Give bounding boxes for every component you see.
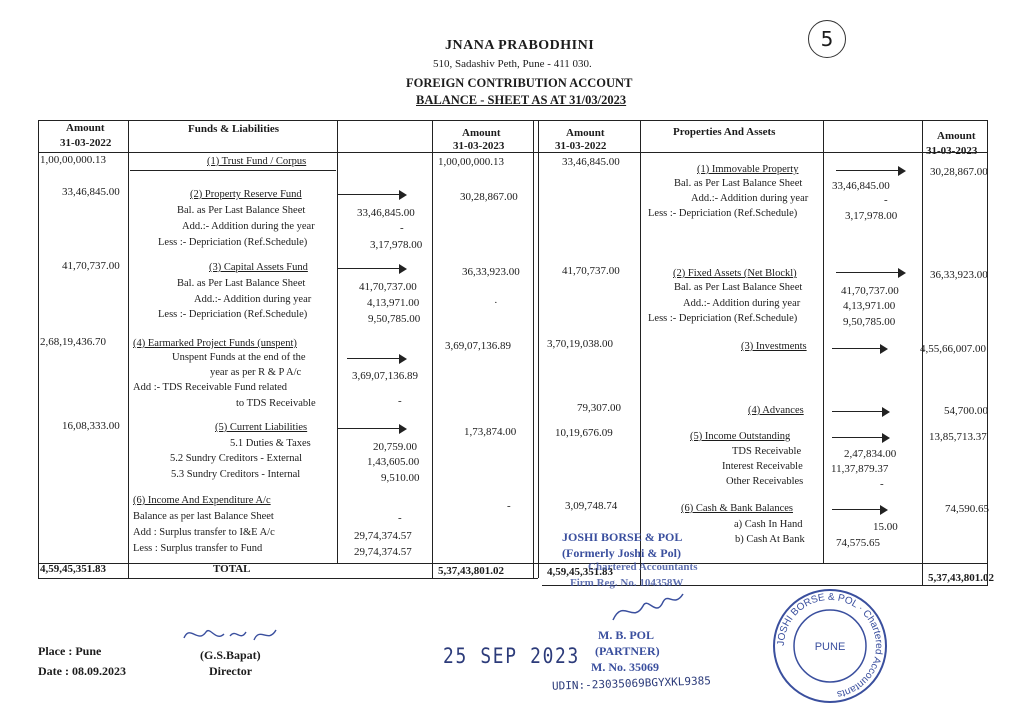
epf-label: (4) Earmarked Project Funds (unspent) — [133, 338, 297, 349]
seal-ring-text: JOSHI BORSE & POL · Chartered Accountants — [775, 591, 885, 700]
io-curr: 13,85,713.37 — [929, 431, 987, 443]
cash-line2: b) Cash At Bank — [735, 534, 805, 545]
total-prev: 4,59,45,351.83 — [40, 563, 106, 575]
caf-value1: 41,70,737.00 — [359, 281, 417, 293]
inv-curr: 4,55,66,007.00 — [920, 343, 986, 355]
imm-label: (1) Immovable Property — [697, 164, 799, 175]
epf-value2: 3,69,07,136.89 — [352, 370, 418, 382]
date: Date : 08.09.2023 — [38, 664, 126, 678]
inv-label: (3) Investments — [741, 341, 807, 352]
arrow-icon — [832, 407, 890, 417]
imm-value1: 33,46,845.00 — [832, 180, 890, 192]
assets-total-prev: 4,59,45,351.83 — [547, 566, 613, 578]
caf-curr: 36,33,923.00 — [462, 266, 520, 278]
io-value3: - — [880, 478, 884, 490]
imm-line3: Less :- Depriciation (Ref.Schedule) — [648, 208, 798, 219]
trust-curr: 1,00,00,000.13 — [438, 156, 504, 168]
ie-value1: - — [398, 512, 402, 524]
cl-line1: 5.1 Duties & Taxes — [230, 438, 311, 449]
cl-line3: 5.3 Sundry Creditors - Internal — [171, 469, 301, 480]
cl-curr: 1,73,874.00 — [464, 426, 517, 438]
auditor-firm: JOSHI BORSE & POL — [562, 530, 683, 544]
imm-value3: 3,17,978.00 — [845, 210, 898, 222]
prf-prev: 33,46,845.00 — [62, 186, 120, 198]
ie-value2: 29,74,374.57 — [354, 530, 412, 542]
cl-value3: 9,510.00 — [381, 472, 420, 484]
cash-label: (6) Cash & Bank Balances — [681, 503, 793, 514]
fa-value1: 41,70,737.00 — [841, 285, 899, 297]
cash-prev: 3,09,748.74 — [565, 500, 618, 512]
adv-prev: 79,307.00 — [577, 402, 621, 414]
epf-prev: 2,68,19,436.70 — [40, 336, 106, 348]
cash-line1: a) Cash In Hand — [734, 519, 803, 530]
io-label: (5) Income Outstanding — [690, 431, 791, 442]
auditor-ca: Chartered Accountants — [588, 561, 698, 573]
director-title: Director — [209, 664, 253, 678]
date-stamp: 25 SEP 2023 — [443, 644, 580, 668]
ie-label: (6) Income And Expenditure A/c — [133, 495, 271, 506]
cl-label: (5) Current Liabilities — [215, 422, 308, 433]
prf-line1: Bal. as Per Last Balance Sheet — [177, 205, 306, 216]
auditor-reg: Firm Reg. No. 104358W — [570, 577, 684, 589]
page-number: 5 — [808, 20, 846, 58]
prf-value1: 33,46,845.00 — [357, 207, 415, 219]
caf-line1: Bal. as Per Last Balance Sheet — [177, 278, 306, 289]
epf-line4: to TDS Receivable — [236, 398, 316, 409]
prf-line3: Less :- Depriciation (Ref.Schedule) — [158, 237, 308, 248]
imm-curr: 30,28,867.00 — [930, 166, 988, 178]
io-value2: 11,37,879.37 — [831, 463, 889, 475]
col-date-prev: 31-03-2022 — [60, 137, 112, 149]
sheet-title: BALANCE - SHEET AS AT 31/03/2023 — [416, 93, 627, 107]
cl-value1: 20,759.00 — [373, 441, 417, 453]
caf-value2: 4,13,971.00 — [367, 297, 420, 309]
cash-curr: 74,590.65 — [945, 503, 989, 515]
prf-line2: Add.:- Addition during the year — [182, 221, 315, 232]
ie-curr: - — [507, 500, 511, 512]
arrow-icon — [832, 344, 888, 354]
cl-prev: 16,08,333.00 — [62, 420, 120, 432]
io-line3: Other Receivables — [726, 476, 804, 487]
cash-value2: 74,575.65 — [836, 537, 880, 549]
epf-value4: - — [398, 395, 402, 407]
trust-label: (1) Trust Fund / Corpus — [207, 156, 307, 167]
col-date-curr: 31-03-2023 — [453, 140, 505, 152]
caf-value3: 9,50,785.00 — [368, 313, 421, 325]
cash-value1: 15.00 — [873, 521, 898, 533]
adv-curr: 54,700.00 — [944, 405, 988, 417]
io-line1: TDS Receivable — [732, 446, 802, 457]
director-name: (G.S.Bapat) — [200, 648, 261, 662]
col-amount-prev-assets: Amount — [566, 127, 605, 139]
arrow-icon — [337, 424, 407, 434]
epf-line3: Add :- TDS Receivable Fund related — [133, 382, 288, 393]
imm-prev: 33,46,845.00 — [562, 156, 620, 168]
arrow-icon — [337, 264, 407, 274]
auditor-signature — [608, 588, 688, 628]
prf-value2: - — [400, 222, 404, 234]
fa-curr: 36,33,923.00 — [930, 269, 988, 281]
ie-line3: Less : Surplus transfer to Fund — [133, 543, 263, 554]
auditor-formerly: (Formerly Joshi & Pol) — [562, 546, 681, 560]
auditor-role: (PARTNER) — [595, 644, 660, 658]
prf-value3: 3,17,978.00 — [370, 239, 423, 251]
inv-prev: 3,70,19,038.00 — [547, 338, 613, 350]
col-properties-assets: Properties And Assets — [673, 126, 776, 138]
auditor-udin: UDIN:-23035069BGYXKL9385 — [551, 674, 712, 693]
imm-value2: - — [884, 194, 888, 206]
io-line2: Interest Receivable — [722, 461, 803, 472]
imm-line1: Bal. as Per Last Balance Sheet — [674, 178, 803, 189]
col-date-prev-assets: 31-03-2022 — [555, 140, 607, 152]
arrow-icon — [347, 354, 407, 364]
fa-value2: 4,13,971.00 — [843, 300, 896, 312]
epf-line1: Unspent Funds at the end of the — [172, 352, 306, 363]
col-amount-curr: Amount — [462, 127, 501, 139]
epf-curr: 3,69,07,136.89 — [445, 340, 511, 352]
col-amount-prev: Amount — [66, 122, 105, 134]
col-funds-liabilities: Funds & Liabilities — [188, 123, 280, 135]
ie-line2: Add : Surplus transfer to I&E A/c — [133, 527, 275, 538]
io-value1: 2,47,834.00 — [844, 448, 897, 460]
cl-line2: 5.2 Sundry Creditors - External — [170, 453, 303, 464]
auditor-membership: M. No. 35069 — [591, 660, 659, 674]
fa-line3: Less :- Depriciation (Ref.Schedule) — [648, 313, 798, 324]
auditor-signatory: M. B. POL — [598, 628, 654, 642]
assets-total-curr: 5,37,43,801.02 — [928, 572, 994, 584]
arrow-icon — [832, 505, 888, 515]
account-name: FOREIGN CONTRIBUTION ACCOUNT — [406, 76, 633, 90]
arrow-icon — [836, 268, 906, 278]
director-signature — [180, 620, 280, 650]
org-name: JNANA PRABODHINI — [445, 38, 595, 53]
total-label: TOTAL — [213, 563, 251, 575]
cl-value2: 1,43,605.00 — [367, 456, 420, 468]
ie-value3: 29,74,374.57 — [354, 546, 412, 558]
caf-dash: · — [494, 297, 498, 309]
seal-center-text: PUNE — [814, 641, 846, 653]
epf-line2: year as per R & P A/c — [210, 367, 302, 378]
prf-curr: 30,28,867.00 — [460, 191, 518, 203]
arrow-icon — [337, 190, 407, 200]
caf-label: (3) Capital Assets Fund — [209, 262, 308, 273]
imm-line2: Add.:- Addition during year — [691, 193, 809, 204]
org-address: 510, Sadashiv Peth, Pune - 411 030. — [433, 58, 592, 70]
fa-prev: 41,70,737.00 — [562, 265, 620, 277]
fa-label: (2) Fixed Assets (Net Blockl) — [673, 268, 797, 279]
ie-line1: Balance as per last Balance Sheet — [133, 511, 274, 522]
adv-label: (4) Advances — [748, 405, 804, 416]
trust-prev: 1,00,00,000.13 — [40, 154, 106, 166]
arrow-icon — [832, 433, 890, 443]
col-amount-curr-assets: Amount — [937, 130, 976, 142]
fa-line2: Add.:- Addition during year — [683, 298, 801, 309]
col-date-curr-assets: 31-03-2023 — [926, 145, 978, 157]
arrow-icon — [836, 166, 906, 176]
fa-line1: Bal. as Per Last Balance Sheet — [674, 282, 803, 293]
caf-line2: Add.:- Addition during year — [194, 294, 312, 305]
fa-value3: 9,50,785.00 — [843, 316, 896, 328]
place: Place : Pune — [38, 644, 102, 658]
prf-label: (2) Property Reserve Fund — [190, 189, 302, 200]
total-curr: 5,37,43,801.02 — [438, 565, 504, 577]
io-prev: 10,19,676.09 — [555, 427, 613, 439]
chartered-accountants-seal — [770, 586, 890, 706]
caf-line3: Less :- Depriciation (Ref.Schedule) — [158, 309, 308, 320]
caf-prev: 41,70,737.00 — [62, 260, 120, 272]
